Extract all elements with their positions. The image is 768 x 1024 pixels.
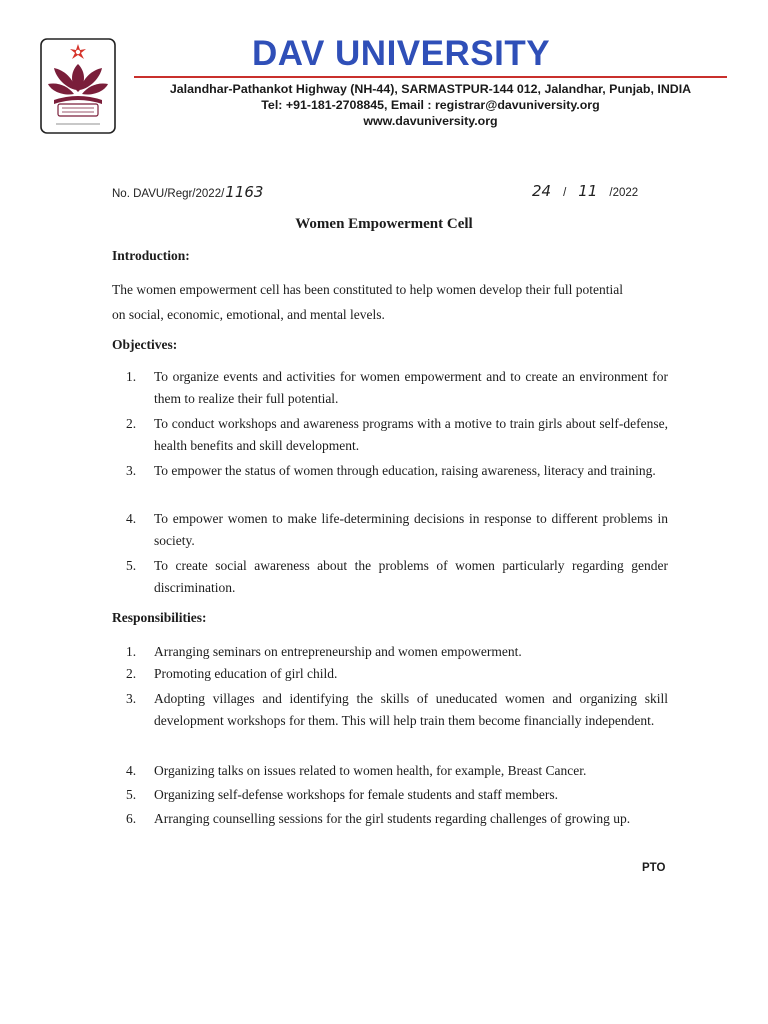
objective-text: To empower women to make life-determining decisions in response to different problems in society.	[154, 511, 668, 548]
responsibility-text: Organizing self-defense workshops for female students and staff members.	[154, 787, 559, 802]
objectives-heading: Objectives:	[112, 337, 178, 352]
address-line: Jalandhar-Pathankot Highway (NH-44), SARMASTPUR-144 012, Jalandhar, Punjab, INDIA	[169, 82, 692, 96]
date-day: 24	[532, 182, 552, 200]
website-line: www.davuniversity.org	[363, 114, 498, 128]
responsibilities-heading: Responsibilities:	[112, 610, 207, 625]
responsibility-number: 6.	[126, 811, 137, 826]
date-year: /2022	[609, 187, 639, 199]
objective-number: 3.	[126, 463, 137, 478]
reference-number-printed: No. DAVU/Regr/2022/	[112, 188, 225, 200]
objective-number: 4.	[126, 511, 137, 526]
header-divider	[134, 76, 727, 78]
responsibility-text: Arranging seminars on entrepreneurship and women empowerment.	[154, 644, 522, 659]
document-title: Women Empowerment Cell	[295, 216, 473, 232]
responsibility-text: Promoting education of girl child.	[154, 666, 338, 681]
responsibility-text: Organizing talks on issues related to women health, for example, Breast Cancer.	[154, 763, 587, 778]
objective-number: 1.	[126, 369, 137, 384]
responsibility-number: 1.	[126, 644, 137, 659]
please-turn-over: PTO	[642, 862, 666, 874]
introduction-line-1: The women empowerment cell has been constituted to help women develop their full potential	[112, 282, 623, 297]
reference-number-handwritten: 1163	[225, 183, 264, 201]
responsibility-number: 5.	[126, 787, 137, 802]
responsibility-number: 3.	[126, 691, 137, 706]
introduction-line-2: on social, economic, emotional, and mental levels.	[112, 307, 385, 322]
objective-number: 2.	[126, 416, 137, 431]
responsibility-number: 2.	[126, 666, 137, 681]
objective-text: To create social awareness about the problems of women particularly regarding gender discrimination.	[154, 558, 668, 595]
objective-text: To conduct workshops and awareness programs with a motive to train girls about self-defense, health benefits and skill development.	[154, 416, 668, 453]
responsibility-number: 4.	[126, 763, 137, 778]
contact-line: Tel: +91-181-2708845, Email : registrar@davuniversity.org	[261, 98, 600, 112]
responsibility-text: Arranging counselling sessions for the girl students regarding challenges of growing up.	[154, 811, 631, 826]
objective-text: To empower the status of women through education, raising awareness, literacy and training.	[154, 463, 656, 478]
reference-number	[112, 183, 263, 201]
date-month: 11	[578, 182, 598, 200]
introduction-heading: Introduction:	[112, 248, 190, 263]
responsibility-text: Adopting villages and identifying the skills of uneducated women and organizing skill development workshops for them. This will help train them become financially independent.	[154, 691, 668, 728]
university-logo	[40, 38, 116, 134]
objective-text: To organize events and activities for women empowerment and to create an environment for them to realize their full potential.	[154, 369, 668, 406]
objective-number: 5.	[126, 558, 137, 573]
document-date: 24 / 11 /2022	[532, 182, 639, 200]
university-name: DAV UNIVERSITY	[252, 34, 551, 73]
